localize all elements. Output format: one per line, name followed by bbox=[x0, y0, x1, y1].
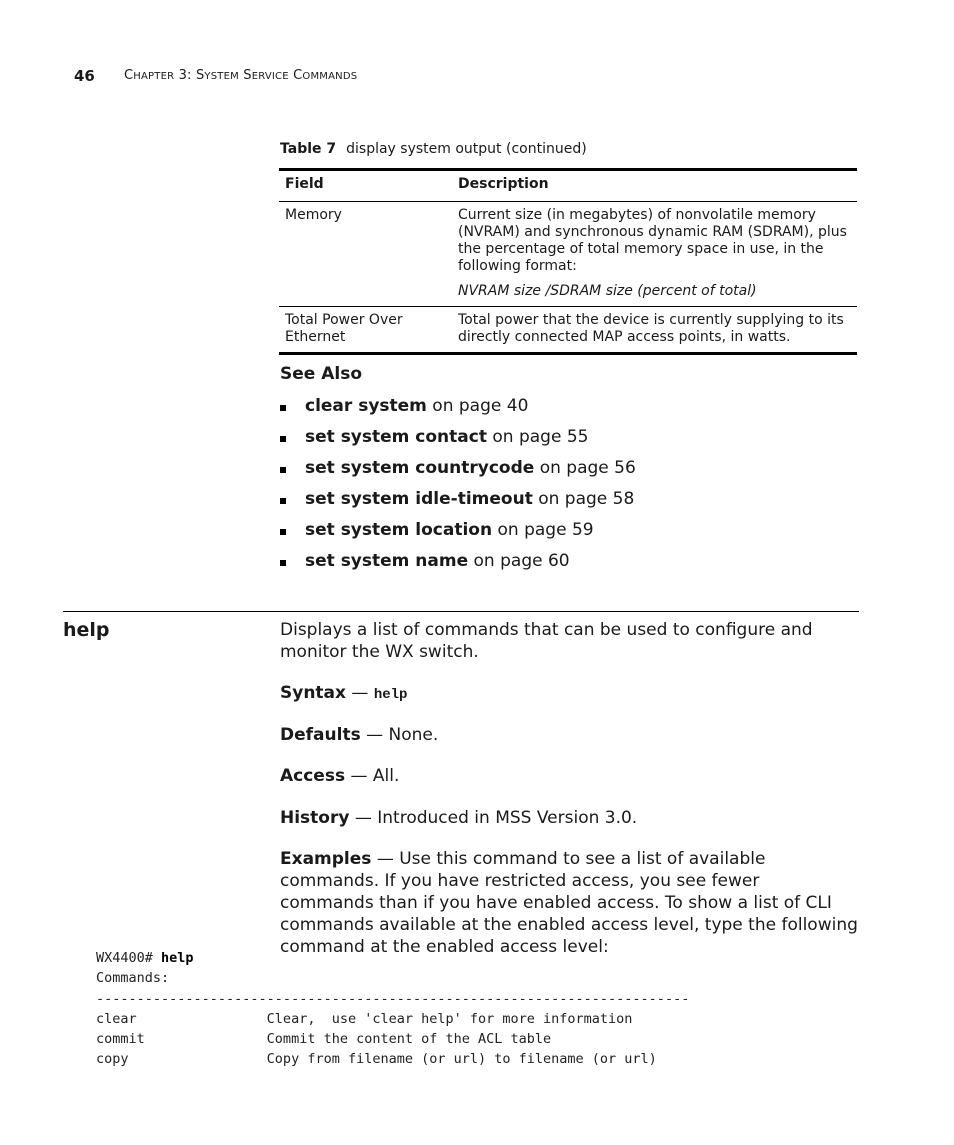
description-cell: Total power that the device is currently supplying to its directly connected MAP access points, in watts. bbox=[458, 312, 844, 345]
code-line: Commands: bbox=[96, 970, 170, 987]
code-line: copy Copy from filename (or url) to filename (or url) bbox=[96, 1051, 657, 1068]
examples-paragraph bbox=[280, 848, 858, 958]
table-row bbox=[279, 307, 857, 354]
chapter-title-part: YSTEM bbox=[204, 71, 239, 82]
syntax-separator: — bbox=[346, 683, 374, 703]
field-cell: Total Power Over Ethernet bbox=[285, 312, 403, 345]
see-also-page: on page 58 bbox=[532, 489, 635, 509]
syntax-line bbox=[280, 682, 858, 706]
history-value: — Introduced in MSS Version 3.0. bbox=[349, 808, 638, 828]
code-line: clear Clear, use 'clear help' for more information bbox=[96, 1010, 633, 1027]
see-also-page: on page 40 bbox=[426, 396, 529, 416]
access-value: — All. bbox=[345, 766, 400, 786]
description-text: Current size (in megabytes) of nonvolatile memory (NVRAM) and synchronous dynamic RAM (SDRAM), plus the percentage of total memory space in use, in the following format: bbox=[458, 207, 847, 274]
see-also-command[interactable]: set system idle-timeout bbox=[305, 489, 533, 509]
see-also-item[interactable] bbox=[280, 394, 636, 425]
see-also-command[interactable]: set system contact bbox=[305, 427, 487, 447]
access-label: Access bbox=[280, 766, 346, 786]
see-also-item[interactable] bbox=[280, 487, 636, 518]
syntax-label: Syntax bbox=[280, 683, 346, 703]
code-line: commit Commit the content of the ACL table bbox=[96, 1031, 552, 1048]
syntax-command: help bbox=[373, 687, 408, 703]
chapter-title-part: C bbox=[293, 68, 303, 83]
code-command: help bbox=[161, 950, 194, 966]
see-also-page: on page 60 bbox=[468, 551, 570, 571]
see-also-page: on page 59 bbox=[492, 520, 594, 540]
examples-label: Examples bbox=[280, 849, 372, 869]
section-divider bbox=[63, 611, 859, 612]
defaults-value: — None. bbox=[360, 725, 439, 745]
see-also-item[interactable] bbox=[280, 425, 636, 456]
table-caption bbox=[280, 141, 587, 157]
see-also-page: on page 56 bbox=[534, 458, 636, 478]
see-also-command[interactable]: set system location bbox=[305, 520, 493, 540]
see-also-command[interactable]: set system countrycode bbox=[305, 458, 535, 478]
chapter-title-part: S bbox=[243, 68, 252, 83]
chapter-title-part: C bbox=[124, 68, 134, 83]
see-also-heading: See Also bbox=[280, 364, 363, 384]
chapter-title bbox=[124, 68, 357, 83]
format-text: NVRAM size /SDRAM size (percent of total) bbox=[458, 283, 757, 299]
code-line: ------------------------------------------------------------------------- bbox=[96, 990, 690, 1007]
examples-value: — Use this command to see a list of available commands. If you have restricted access, you see fewer commands than if you have enabled access. To show a list of CLI commands available at the enabled access level, type the following command at the enabled access level: bbox=[280, 849, 858, 957]
display-system-table bbox=[279, 168, 857, 355]
see-also-item[interactable] bbox=[280, 518, 636, 549]
see-also-list bbox=[280, 394, 636, 580]
field-cell: Memory bbox=[285, 207, 342, 223]
section-intro: Displays a list of commands that can be used to configure and monitor the WX switch. bbox=[280, 620, 813, 662]
see-also-item[interactable] bbox=[280, 456, 636, 487]
page-number: 46 bbox=[74, 67, 95, 85]
description-cell bbox=[452, 202, 857, 307]
chapter-title-part: ERVICE bbox=[251, 71, 289, 82]
see-also-command[interactable]: set system name bbox=[305, 551, 469, 571]
code-prompt: WX4400# bbox=[96, 950, 162, 966]
table-header-row bbox=[279, 170, 857, 202]
chapter-title-part: S bbox=[195, 68, 205, 83]
history-line bbox=[280, 807, 858, 829]
table-caption-label: Table 7 bbox=[280, 141, 337, 157]
column-header-field: Field bbox=[285, 176, 324, 192]
chapter-title-part: 3: bbox=[174, 68, 196, 83]
table-caption-text: display system output (continued) bbox=[346, 141, 587, 157]
access-line bbox=[280, 765, 858, 787]
table-row bbox=[279, 202, 857, 307]
defaults-line bbox=[280, 724, 858, 746]
column-header-description: Description bbox=[458, 176, 549, 192]
history-label: History bbox=[280, 808, 350, 828]
section-title: help bbox=[63, 619, 110, 641]
see-also-page: on page 55 bbox=[486, 427, 589, 447]
chapter-title-part: OMMANDS bbox=[302, 71, 358, 82]
code-example bbox=[96, 948, 689, 1070]
defaults-label: Defaults bbox=[280, 725, 361, 745]
chapter-title-part: HAPTER bbox=[133, 71, 175, 82]
see-also-command[interactable]: clear system bbox=[305, 396, 427, 416]
see-also-item[interactable] bbox=[280, 549, 636, 580]
